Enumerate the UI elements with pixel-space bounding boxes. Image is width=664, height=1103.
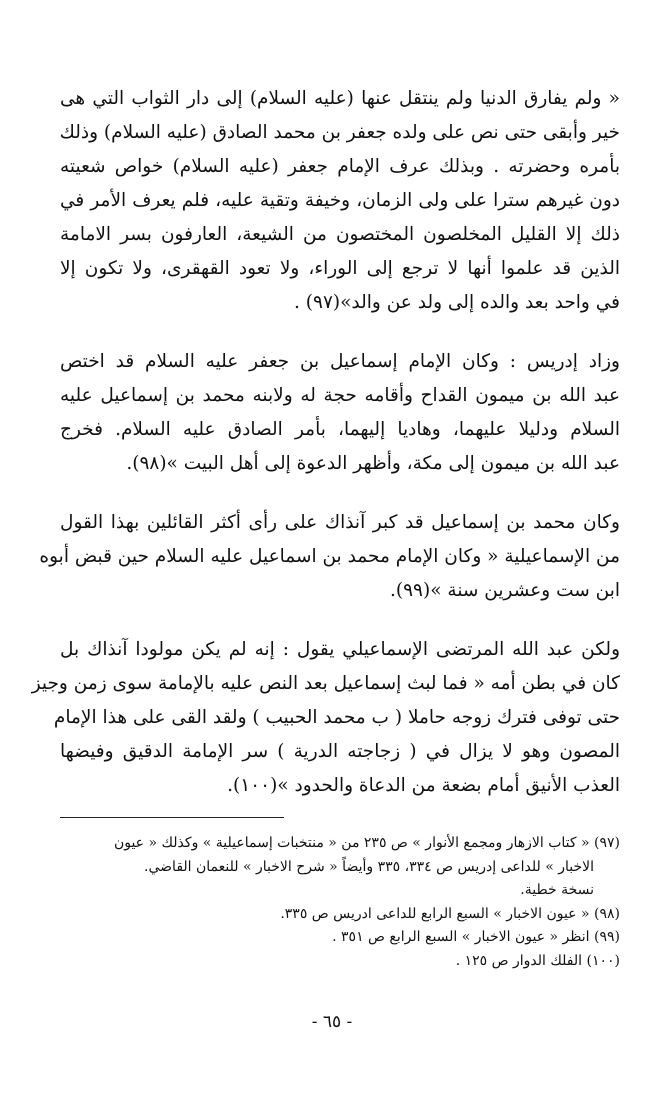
footnote-100	[48, 950, 620, 974]
footnote-98	[48, 903, 620, 927]
text-line: حتى توفى فترك زوجه حاملا ( ب محمد الحبيب ) ولقد القى على هذا الإمام	[53, 707, 620, 728]
text-line: دون غيرهم سترا على ولى الزمان، وخيفة وتقية عليه، فلم يعرف الأمر في	[60, 190, 620, 211]
footnote-text: الاخبار » للداعى إدريس ص ٣٣٤، ٣٣٥ وأيضاً « شرح الاخبار » للنعمان القاضي.	[144, 858, 594, 875]
text-line: « ولم يفارق الدنيا ولم ينتقل عنها (عليه السلام) إلى دار الثواب التي هى	[60, 88, 620, 109]
footnote-number: (١٠٠)	[586, 952, 620, 969]
paragraph-1	[60, 82, 620, 320]
footnote-text: انظر « عيون الاخبار » السبع الرابع ص ٣٥١ .	[332, 929, 590, 945]
text-line: بأمره وحضرته . وبذلك عرف الإمام جعفر (عليه السلام) خواص شعيته	[60, 156, 620, 177]
footnote-text: نسخة خطية.	[520, 882, 594, 898]
footnote-text: « كتاب الازهار ومجمع الأنوار » ص ٢٣٥ من « منتخبات إسماعيلية » وكذلك « عيون	[113, 835, 590, 851]
footnotes	[48, 832, 620, 973]
footnote-97	[48, 832, 620, 903]
text-line: من الإسماعيلية « وكان الإمام محمد بن اسماعيل عليه السلام حين قبض أبوه	[39, 546, 620, 567]
text-line: ولكن عبد الله المرتضى الإسماعيلي يقول : إنه لم يكن مولودا آنذاك بل	[60, 639, 620, 660]
text-line: ابن ست وعشرين سنة »(٩٩).	[390, 580, 620, 601]
footnote-number: (٩٨)	[594, 905, 620, 922]
text-line: السلام ودليلا عليهما، وهاديا إليهما، بأمر الصادق عليه السلام. فخرج	[60, 419, 620, 440]
footnote-divider	[60, 817, 284, 818]
main-text	[31, 82, 620, 828]
footnote-number: (٩٩)	[594, 929, 620, 945]
footnote-number: (٩٧)	[594, 835, 620, 851]
text-line: المصون وهو لا يزال في ( زجاجته الدرية ) سر الإمامة الدقيق وفيضها	[60, 741, 620, 762]
text-line: الذين قد علموا أنها لا ترجع إلى الوراء، ولا تعود القهقرى، ولا تكون إلا	[60, 258, 620, 279]
text-line: وكان محمد بن إسماعيل قد كبر آنذاك على رأى أكثر القائلين بهذا القول	[60, 512, 620, 533]
text-line: خير وأبقى حتى نص على ولده جعفر بن محمد الصادق (عليه السلام) وذلك	[59, 122, 620, 143]
text-line: العذب الأنيق أمام بضعة من الدعاة والحدود »(١٠٠).	[227, 775, 620, 796]
text-line: عبد الله بن ميمون القداح وأقامه حجة له ولابنه محمد بن إسماعيل عليه	[60, 385, 620, 406]
text-line: عبد الله بن ميمون إلى مكة، وأظهر الدعوة إلى أهل البيت »(٩٨).	[126, 453, 620, 474]
paragraph-4	[31, 633, 620, 803]
text-line: ذلك إلا القليل المخلصون المختصون من الشيعة، العارفون بسر الامامة	[60, 224, 620, 245]
paragraph-2	[60, 345, 620, 481]
paragraph-3	[39, 506, 620, 608]
text-line: في واحد بعد والده إلى ولد عن والد»(٩٧) .	[294, 292, 620, 313]
text-line: كان في بطن أمه « فما لبث إسماعيل بعد النص عليه بالإمامة سوى زمن وجيز	[31, 673, 620, 694]
text-line: وزاد إدريس : وكان الإمام إسماعيل بن جعفر عليه السلام قد اختص	[60, 351, 620, 372]
page-number: - ٦٥ -	[311, 1012, 353, 1032]
footnote-99	[48, 926, 620, 950]
footnote-text: « عيون الاخبار » السبع الرابع للداعى ادريس ص ٣٣٥.	[280, 905, 590, 922]
footnote-text: الفلك الدوار ص ١٢٥ .	[455, 952, 583, 969]
